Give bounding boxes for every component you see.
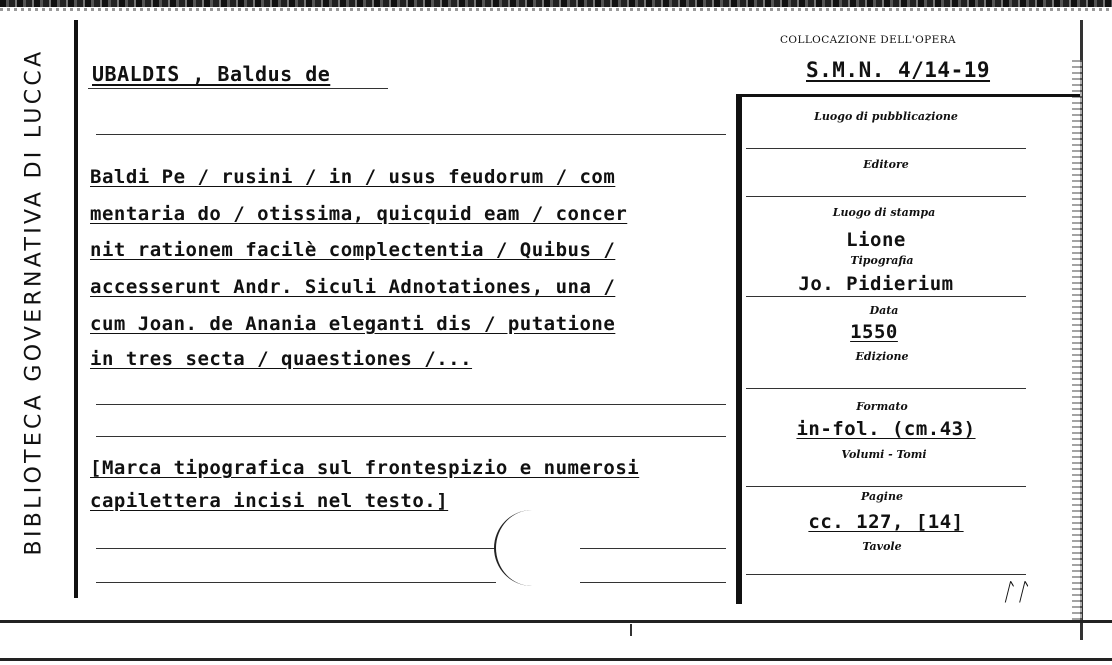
rule	[96, 404, 726, 405]
label-tipografia: Tipografia	[850, 254, 914, 267]
rule	[580, 582, 726, 583]
label-edizione: Edizione	[855, 350, 909, 363]
title-line: in tres secta / quaestiones /...	[90, 348, 473, 370]
value-pagine: cc. 127, [14]	[808, 511, 964, 533]
library-name: BIBLIOTECA GOVERNATIVA DI LUCCA	[21, 48, 47, 556]
handwritten-mark: ᛚᛚ	[1000, 578, 1029, 606]
note-line: capilettera incisi nel testo.]	[90, 490, 449, 512]
label-luogo-stampa: Luogo di stampa	[832, 206, 936, 219]
rule	[96, 548, 496, 549]
title-line: cum Joan. de Anania eleganti dis / putatione	[90, 313, 616, 335]
rule	[746, 574, 1026, 575]
label-data: Data	[869, 304, 899, 317]
bottom-tick	[630, 624, 632, 636]
value-tipografia: Jo. Pidierium	[798, 273, 954, 295]
brace-mark	[494, 510, 536, 586]
bottom-border	[0, 620, 1112, 623]
label-formato: Formato	[856, 400, 908, 413]
title-line: Baldi Pe / rusini / in / usus feudorum / com	[90, 166, 616, 188]
collocazione-label: COLLOCAZIONE DELL'OPERA	[780, 34, 956, 46]
rule	[746, 486, 1026, 487]
author-heading: UBALDIS , Baldus de	[92, 62, 331, 86]
label-luogo-pubblicazione: Luogo di pubblicazione	[814, 110, 958, 123]
value-formato: in-fol. (cm.43)	[796, 418, 976, 440]
info-box-top	[736, 94, 1080, 97]
info-box-border	[736, 94, 742, 604]
author-rule	[88, 88, 388, 89]
rule	[96, 582, 496, 583]
value-data: 1550	[850, 321, 898, 343]
top-border-dots	[0, 8, 1112, 11]
rule	[746, 296, 1026, 297]
rule	[746, 388, 1026, 389]
title-line: nit rationem facilè complectentia / Quibus /	[90, 239, 616, 261]
title-line: mentaria do / otissima, quicquid eam / concer	[90, 203, 628, 225]
rule	[746, 196, 1026, 197]
rule	[580, 548, 726, 549]
rule	[746, 148, 1026, 149]
top-border	[0, 0, 1112, 7]
value-luogo-stampa: Lione	[846, 229, 906, 251]
rule	[96, 436, 726, 437]
bottom-border	[0, 658, 1112, 661]
rule	[96, 134, 726, 135]
label-tavole: Tavole	[862, 540, 902, 553]
label-pagine: Pagine	[861, 490, 903, 503]
note-line: [Marca tipografica sul frontespizio e numerosi	[90, 457, 640, 479]
shelfmark: S.M.N. 4/14-19	[806, 58, 991, 82]
title-line: accesserunt Andr. Siculi Adnotationes, una /	[90, 276, 616, 298]
left-rule	[74, 20, 78, 598]
right-edge-texture	[1072, 60, 1082, 620]
label-editore: Editore	[863, 158, 909, 171]
label-volumi-tomi: Volumi - Tomi	[841, 448, 927, 461]
